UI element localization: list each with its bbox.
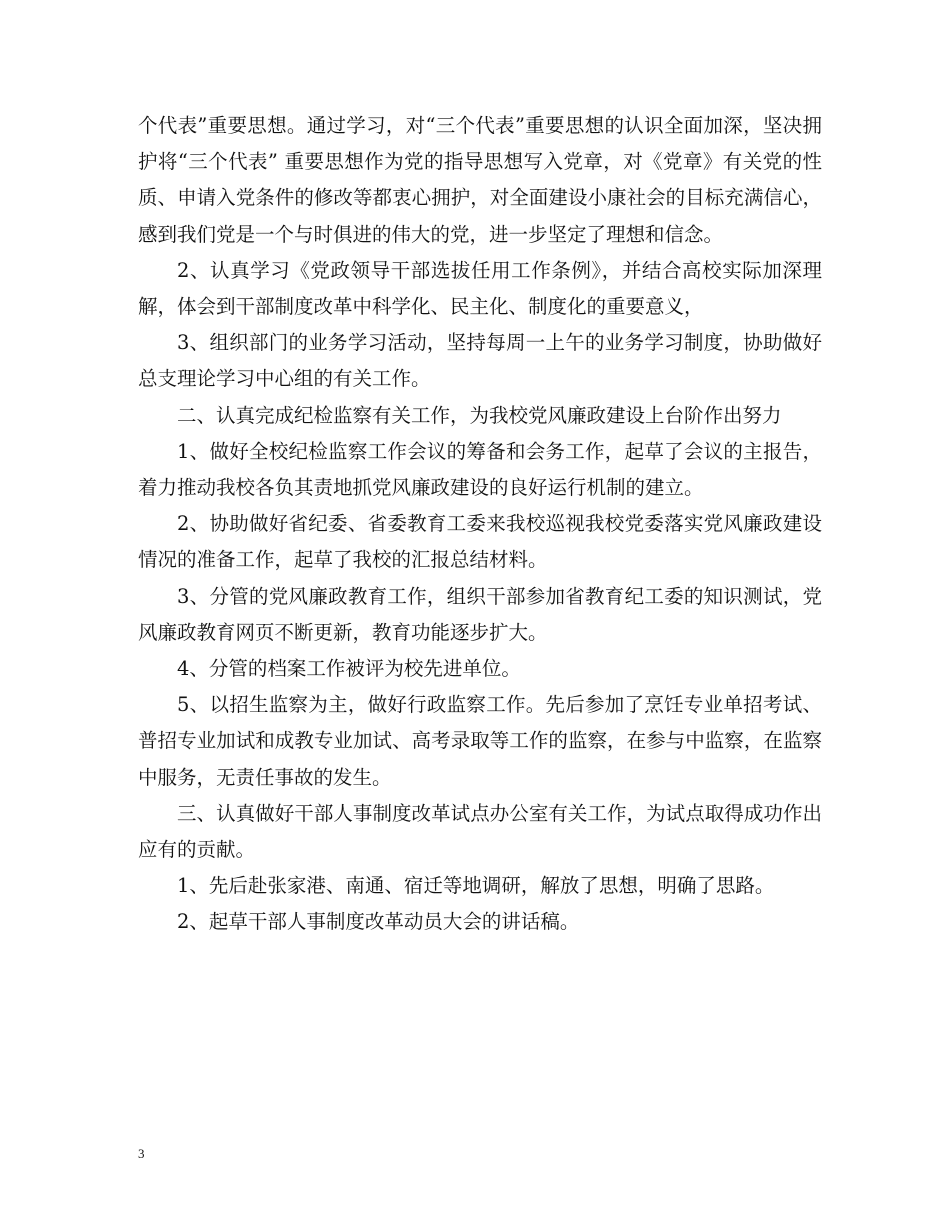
paragraph-5: 1、做好全校纪检监察工作会议的筹备和会务工作，起草了会议的主报告，着力推动我校各负其责地抓党风廉政建设的良好运行机制的建立。 — [138, 439, 822, 500]
paragraph-12: 2、起草干部人事制度改革动员大会的讲话稿。 — [177, 910, 580, 934]
paragraph-3: 3、组织部门的业务学习活动，坚持每周一上午的业务学习制度，协助做好总支理论学习中心组的有关工作。 — [138, 331, 822, 391]
paragraph-6: 2、协助做好省纪委、省委教育工委来我校巡视我校党委落实党风廉政建设情况的准备工作，起草了我校的汇报总结材料。 — [138, 512, 822, 572]
paragraph-9: 5、以招生监察为主，做好行政监察工作。先后参加了烹饪专业单招考试、普招专业加试和成教专业加试、高考录取等工作的监察，在参与中监察，在监察中服务，无责任事故的发生。 — [138, 693, 822, 789]
paragraph-11: 1、先后赴张家港、南通、宿迁等地调研，解放了思想，明确了思路。 — [177, 874, 775, 898]
paragraph-8: 4、分管的档案工作被评为校先进单位。 — [177, 657, 521, 681]
paragraph-1: 个代表”重要思想。通过学习，对“三个代表”重要思想的认识全面加深，坚决拥护将“三个代表” 重要思想作为党的指导思想写入党章，对《党章》有关党的性质、申请入党条件的修改等都衷心拥护，对全面建设小康社会的目标充满信心，感到我们党是一个与时俱进的伟大的党，进一步坚定了理想和信念。 — [138, 114, 822, 246]
section-heading-3: 三、认真做好干部人事制度改革试点办公室有关工作，为试点取得成功作出应有的贡献。 — [138, 801, 822, 862]
paragraph-7: 3、分管的党风廉政教育工作，组织干部参加省教育纪工委的知识测试，党风廉政教育网页不断更新，教育功能逐步扩大。 — [138, 584, 822, 644]
paragraph-2: 2、认真学习《党政领导干部选拔任用工作条例》，并结合高校实际加深理解，体会到干部制度改革中科学化、民主化、制度化的重要意义， — [138, 258, 822, 319]
page-number: 3 — [138, 1146, 145, 1161]
document-body — [138, 108, 822, 941]
section-heading-2: 二、认真完成纪检监察有关工作，为我校党风廉政建设上台阶作出努力 — [177, 403, 782, 427]
